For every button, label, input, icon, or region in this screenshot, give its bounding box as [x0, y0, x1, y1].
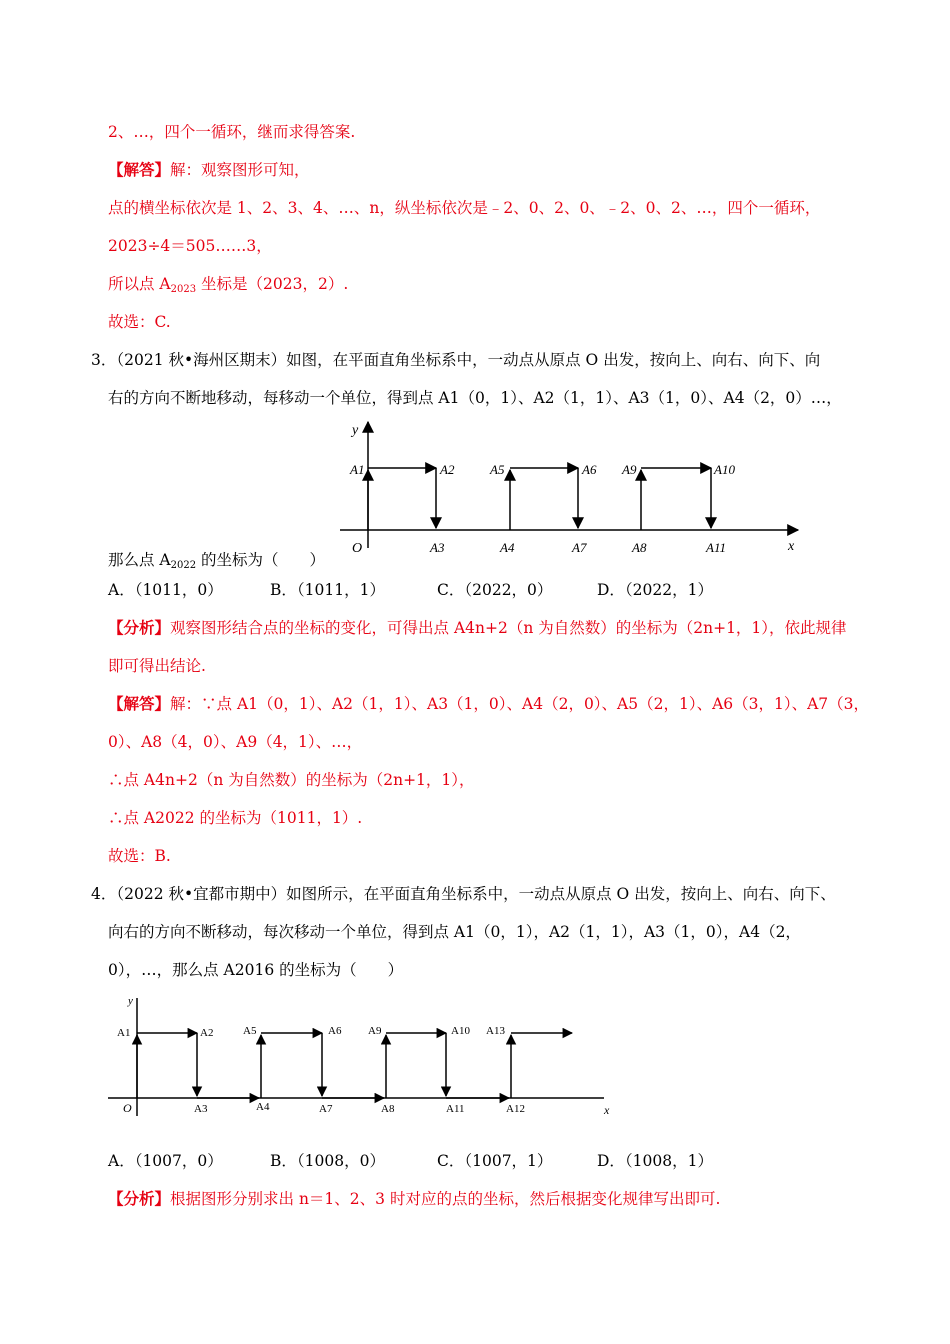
q4-label-A4: A4 [256, 1101, 270, 1113]
q3-origin-label: O [352, 541, 363, 556]
q3-label-A1: A1 [350, 462, 365, 477]
prev-choice: 故选：C. [108, 313, 171, 331]
q4-label-A5: A5 [243, 1025, 257, 1037]
prev-analysis-line: 2、…，四个一循环，继而求得答案. [108, 123, 356, 141]
q3-stem-3a: 那么点 A [108, 551, 171, 569]
q4-label-A11: A11 [446, 1103, 465, 1115]
q3-analysis-2: 即可得出结论. [108, 657, 206, 675]
q3-label-A3: A3 [430, 540, 445, 555]
q3-y-label: y [352, 423, 359, 438]
q3-option-d[interactable]: D．（2022，1） [597, 581, 713, 599]
q4-origin-label: O [123, 1101, 132, 1115]
q4-option-a[interactable]: A．（1007，0） [108, 1152, 223, 1170]
q4-analysis-text: 根据图形分别求出 n＝1、2、3 时对应的点的坐标，然后根据变化规律写出即可. [170, 1190, 721, 1208]
q3-solution-2: 0）、A8（4，0）、A9（4，1）、…， [108, 733, 363, 751]
q3-choice: 故选：B. [108, 847, 171, 865]
q4-analysis-1 [108, 1189, 720, 1209]
prev-solution-text-b: 坐标是（2023，2）. [196, 275, 349, 293]
prev-solution-line-3: 2023÷4＝505……3， [108, 237, 272, 255]
q4-label-A7: A7 [319, 1103, 333, 1115]
q3-figure [330, 418, 810, 560]
q4-option-c[interactable]: C．（1007，1） [437, 1152, 553, 1170]
q4-label-A1: A1 [117, 1027, 131, 1039]
q3-label-A9: A9 [622, 462, 637, 477]
prev-solution-line-1 [108, 160, 310, 180]
q4-option-b[interactable]: B．（1008，0） [270, 1152, 385, 1170]
q3-stem-2: 右的方向不断地移动，每移动一个单位，得到点 A1（0，1）、A2（1，1）、A3（1，0）、A4（2，0）…， [108, 389, 842, 407]
q3-analysis-text: 观察图形结合点的坐标的变化，可得出点 A4n+2（n 为自然数）的坐标为（2n+1，1），依此规律 [170, 619, 847, 637]
q3-solution-4: ∴点 A2022 的坐标为（1011，1）. [108, 809, 363, 827]
q4-label-A3: A3 [194, 1103, 208, 1115]
q4-figure [104, 992, 624, 1122]
q3-option-b[interactable]: B．（1011，1） [270, 581, 385, 599]
q3-solution-text: 解：∵点 A1（0，1）、A2（1，1）、A3（1，0）、A4（2，0）、A5（2，1）、A6（3，1）、A7（3， [170, 695, 870, 713]
q3-stem-3 [108, 550, 325, 576]
q3-solution-1 [108, 694, 869, 714]
q3-stem-1: 3．（2021 秋•海州区期末）如图，在平面直角坐标系中，一动点从原点 O 出发，按向上、向右、向下、向 [91, 351, 821, 369]
prev-solution-text-a: 所以点 A [108, 275, 171, 293]
q4-option-d[interactable]: D．（1008，1） [597, 1152, 713, 1170]
q3-analysis-tag: 【分析】 [108, 618, 171, 637]
q3-label-A11: A11 [706, 540, 726, 555]
q3-label-A8: A8 [632, 540, 647, 555]
q4-y-label: y [128, 995, 133, 1007]
q3-stem-3-sub: 2022 [170, 560, 197, 571]
q4-analysis-tag: 【分析】 [108, 1189, 171, 1208]
q4-stem-2: 向右的方向不断移动，每次移动一个单位，得到点 A1（0，1），A2（1，1），A3（1，0），A4（2， [108, 923, 801, 941]
q4-label-A12: A12 [506, 1103, 525, 1115]
q3-option-c[interactable]: C．（2022，0） [437, 581, 553, 599]
q4-label-A9: A9 [368, 1025, 382, 1037]
q4-label-A6: A6 [328, 1025, 342, 1037]
q3-analysis-1 [108, 618, 847, 638]
q3-solution-tag: 【解答】 [108, 694, 171, 713]
q3-label-A7: A7 [572, 540, 587, 555]
q3-label-A4: A4 [500, 540, 515, 555]
q4-stem-1: 4．（2022 秋•宜都市期中）如图所示，在平面直角坐标系中，一动点从原点 O 出发，按向上、向右、向下、 [91, 885, 836, 903]
q4-label-A10: A10 [451, 1025, 470, 1037]
q4-label-A13: A13 [486, 1025, 505, 1037]
prev-solution-text: 解：观察图形可知， [170, 161, 310, 179]
q3-label-A5: A5 [490, 462, 505, 477]
prev-solution-sub: 2023 [170, 284, 197, 295]
q4-x-label: x [604, 1103, 610, 1117]
answer-tag: 【解答】 [108, 160, 171, 179]
q3-label-A10: A10 [714, 462, 735, 477]
q3-stem-3b: 的坐标为（ ） [196, 551, 326, 569]
q3-solution-3: ∴点 A4n+2（n 为自然数）的坐标为（2n+1，1）， [108, 771, 475, 789]
q4-stem-3: 0），…，那么点 A2016 的坐标为（ ） [108, 961, 404, 979]
q4-label-A2: A2 [200, 1027, 214, 1039]
q3-option-a[interactable]: A．（1011，0） [108, 581, 223, 599]
q4-label-A8: A8 [381, 1103, 395, 1115]
q3-label-A6: A6 [582, 462, 597, 477]
prev-solution-line-4 [108, 274, 348, 300]
q3-x-label: x [788, 539, 795, 554]
prev-solution-line-2: 点的横坐标依次是 1、2、3、4、…、n，纵坐标依次是﹣2、0、2、0、﹣2、0、2、…，四个一循环， [108, 199, 821, 217]
q3-label-A2: A2 [440, 462, 455, 477]
